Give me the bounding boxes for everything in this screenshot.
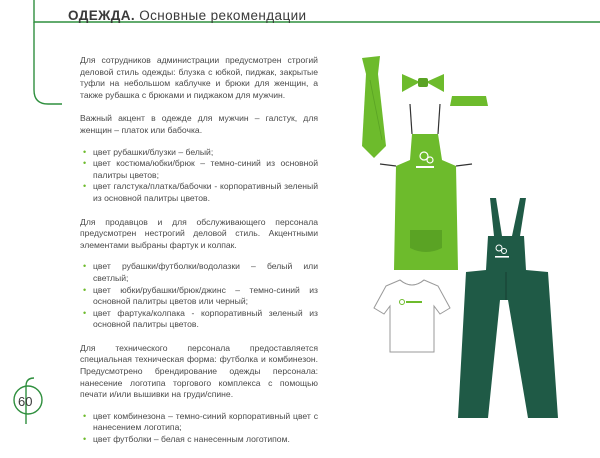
list-item: • цвет галстука/платка/бабочки - корпоративный зеленый из основной палитры цветов. xyxy=(80,181,318,204)
cap-icon xyxy=(450,96,488,106)
list-item: • цвет рубашки/футболки/водолазки – белый или светлый; xyxy=(80,261,318,284)
paragraph-accent: Важный акцент в одежде для мужчин – галстук, для женщин – платок или бабочка. xyxy=(80,113,318,135)
page-number: 60 xyxy=(18,394,33,409)
bow-tie-icon xyxy=(402,74,444,92)
list-item: • цвет комбинезона – темно-синий корпоративный цвет с нанесением логотипа; xyxy=(80,411,318,434)
list-item: • цвет фартука/колпака - корпоративный зеленый из основной палитры цветов. xyxy=(80,308,318,331)
list-item: • цвет рубашки/блузки – белый; xyxy=(80,147,318,159)
title-bold: ОДЕЖДА. xyxy=(68,8,136,23)
list-item: • цвет костюма/юбки/брюк – темно-синий из основной палитры цветов; xyxy=(80,158,318,181)
tie-icon xyxy=(362,56,386,158)
apron-icon xyxy=(380,104,472,270)
paragraph-admin: Для сотрудников администрации предусмотрен строгий деловой стиль одежды: блузка с юбкой, пиджак, закрытые туфли на небольшом каблучке и брюки для женщин, а также рубашка с брюками и пиджаком для мужчин. xyxy=(80,55,318,100)
tshirt-icon xyxy=(374,280,450,352)
title-rest: Основные рекомендации xyxy=(135,8,307,23)
list-item: • цвет юбки/рубашки/брюк/джинс – темно-синий из основной палитры цветов или черный; xyxy=(80,285,318,308)
paragraph-sellers: Для продавцов и для обслуживающего персонала предусмотрен нестрогий деловой стиль. Акцентными элементами выбраны фартук и колпак. xyxy=(80,216,318,250)
list-item: • цвет футболки – белая с нанесенным логотипом. xyxy=(80,434,318,446)
overalls-icon xyxy=(458,198,558,418)
paragraph-technical: Для технического персонала предоставляется специальная техническая форма: футболка и комбинезон. Предусмотрено брендирование одежды персонала: нанесение логотипа торгового комплекса с помощью печати и/или вышивки на груди/спине. xyxy=(80,342,318,400)
